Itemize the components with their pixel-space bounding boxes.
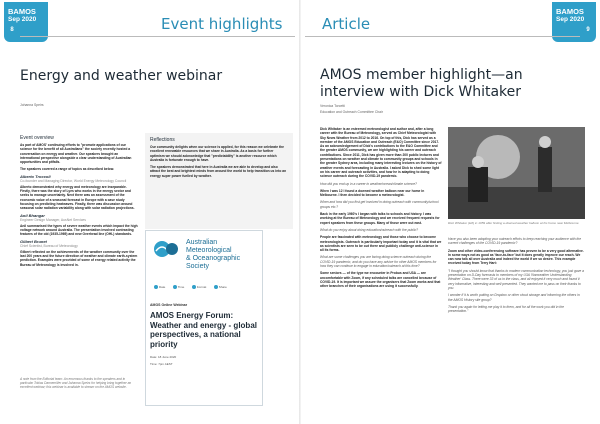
overview-heading: Event overview: [20, 135, 54, 141]
badge-title: BAMOS: [8, 7, 36, 16]
reflections-column: [150, 137, 288, 178]
editorial-note: A note from the Editorial team: An enormous thanks to the speakers and in particular Tobias Dannemiller and Johanna Speirs for helping bring together an excellent webinar; this webinar is available to stream on the AMOS website.: [20, 377, 132, 389]
header-rule-right: [305, 36, 580, 37]
ams-org-name: [186, 239, 240, 271]
right-article-column-1: [320, 127, 442, 292]
speaker-name: Gilbert Brunet: [20, 238, 47, 244]
speaker-text: Anil summarised the types of severe weather events which impact the high voltage network around Australia. The presentation involved contrasting features of the old (1935-1969) and new Overhead line (OHL) standards.: [20, 223, 138, 237]
speaker-name: Alberto Troccoli: [20, 173, 51, 179]
quote: Thank you again for letting me play it to them, and for all the work you did in the presentation.": [448, 304, 565, 314]
quote: I wonder if it is worth putting on Dropbox or other cloud storage and informing the others in the AMOS History site group?: [448, 293, 580, 302]
article-title-left: Energy and weather webinar: [20, 68, 223, 84]
answer: Zoom and other video-conferencing software has proven to be a very good alternative. In some ways not as good as 'face-to-face' but it does greatly improve our reach. We can now talk all over Australia and indeed the world if we so desire. This example received today from Terry Hart:: [448, 248, 584, 266]
webinar-date: Date: 18 June 2020: [150, 355, 177, 359]
reflections-text: Our community delights when our science is applied, for this reason we celebrate the excellent renewable resources that we share in Australia. As a basis for further optimism we should acknowledge that "predictability" is another resource which Australia is fortunate enough to have.: [150, 145, 284, 162]
speaker-role: Chief Scientist, Bureau of Meteorology: [20, 243, 78, 248]
question: What do you enjoy about doing education/outreach with the public?: [320, 227, 419, 232]
org-name-line: Australian: [186, 239, 218, 246]
org-name-line: Meteorological: [186, 247, 232, 254]
photo-caption: Dick Whitaker (left) in 1959 after finding a downed weather balloon at his home near Melbourne.: [448, 221, 580, 225]
quote: "I thought you should know that thanks to modern communication technology, you just gave a presentation on D-Day forecasts to members of my U3A 'Nonweather Understanding Weather' Class. There were 33 of us in the class, and all enjoyed it very much and found it very informative, interesting and well presented. They wanted me to pass on their thanks to you.: [448, 268, 584, 290]
reflections-text: The speakers demonstrated that here in Australia we are able to develop and also attract the best and brightest minds from around the world to help transition us into an energy super power fuelled by weather.: [150, 165, 287, 178]
page-number-right: 9: [582, 24, 594, 36]
badge-date: Sep 2020: [556, 16, 585, 23]
webinar-time: Time: 7pm AEST: [150, 362, 173, 366]
nav-item[interactable]: Share: [214, 285, 227, 289]
webinar-title: AMOS Energy Forum: Weather and energy - global perspectives, a national priority: [150, 311, 257, 349]
nav-item[interactable]: Time: [173, 285, 185, 289]
section-label-left: Event highlights: [161, 15, 283, 33]
answer: People are fascinated with meteorology and those who choose to become meteorologists. Outreach is particularly important today and it is vital that we as scientists are seen to be out there and publicly challenge anti-science in all its forms.: [320, 235, 442, 253]
article-author-role: Education and Outreach Committee Chair: [320, 110, 383, 114]
org-name-line: & Oceanographic: [186, 255, 241, 262]
ams-logo-icon: [152, 239, 182, 259]
speaker-text: Alberto demonstrated why energy and meteorology are inseparable. Firstly, there was the story of Lyes who works in the energy sector and seeks to manage uncertainty. Next there was an assessment of the economic value of a seasonal forecast in Europe with a case study focusing on predicting heatwaves. Finally, there was discussion around seasonal solar radiation variability along with solar radiation projections.: [20, 184, 135, 211]
page-number-left: 8: [6, 24, 18, 36]
nav-item[interactable]: Format: [192, 285, 207, 289]
article-title-right: AMOS member highlight—an interview with Dick Whitaker: [320, 67, 523, 100]
badge-title: BAMOS: [556, 7, 584, 16]
webinar-tag: AMOS Online Webinar: [150, 303, 188, 307]
ams-logo-bar: [146, 231, 262, 271]
left-article-column: [20, 135, 138, 270]
question: What are some challenges you are facing doing science outreach during the COVID-19 pandemic, and do you have any advice for other AMOS members for how they can continue to engage in education/outreach at this time?: [320, 255, 437, 269]
header-rule-left: [20, 36, 295, 37]
speaker-name: Anil Bhangar: [20, 212, 45, 218]
answer: When I was 12 I found a downed weather balloon near our home in Melbourne. I then decided to become a meteorologist.: [320, 188, 425, 198]
intro-text: Dick Whitaker is an esteemed meteorologist and author and, after a long career with the Bureau of Meteorology, served as Chief Meteorologist with Sky News Weather from 2012 to 2016. On top of this, Dick has served as a member of the AMOS Education and Outreach (E&O) Committee since 2017. As an acknowledgement of Dick's contributions to the E&O Committee and the greater AMOS community, we are highlighting his career and outreach contributions. Since 2011, Dick has given more than 200 public lectures and presentations on weather and climate to community groups and schools in the greater Sydney area, including many interesting lectures on the history of weather events and forecasting in Australia. I asked Dick to shed some light on his career and outreach activities, and how he is adapting to doing science outreach during the COVID-19 pandemic.: [320, 127, 442, 179]
article-author-left: Johanna Speirs: [20, 103, 44, 107]
speaker-text: Gilbert reflected on the achievements of the weather community over the last 200 years and the future direction of weather and climate earth-system prediction. Examples were provided of some of energy related activity the Bureau of Meteorology is involved in.: [20, 249, 138, 267]
answer: Back in the early 1960's I began with talks to schools and history. I was working at the Bureau of Meteorology and we received frequent requests for expert speakers from these groups. Many of those were out east.: [320, 212, 440, 225]
question: Have you also been adopting your outreach efforts to keep reaching your audience with the current challenges of the COVID-19 pandemic?: [448, 237, 582, 246]
page-spine: [299, 0, 301, 424]
speaker-role: Engineer Design Manager, AusNet Services: [20, 217, 86, 222]
org-name-line: Society: [186, 263, 209, 270]
dick-whitaker-photo: [448, 127, 585, 219]
badge-date: Sep 2020: [8, 16, 37, 23]
nav-item[interactable]: Date: [154, 285, 165, 289]
answer: Some seniors — of the type we encounter in Probus and U3A — are uncomfortable with Zoom, if any scheduled talks are cancelled because of COVID-19. It is important we assure the organisers that Zoom works and that other branches of their organisations are using it successfully.: [320, 271, 441, 289]
ams-card-nav: [154, 275, 254, 289]
question: How did you end up in a career in weather/ocean/climate science?: [320, 181, 417, 186]
overview-text: As part of AMOS' continuing efforts to "promote applications of our science for the benefit of all Australians" the society recently hosted a conversation on energy and weather. Our speakers brought an international perspective alongside a clear understanding of Australian opportunities and pitfalls.: [20, 143, 132, 165]
right-article-column-2: [448, 237, 585, 316]
reflections-heading: Reflections: [150, 137, 175, 143]
range-text: The speakers covered a range of topics as described below.: [20, 167, 115, 172]
speaker-role: Co-founder and Managing Director, World Energy Meteorology Council: [20, 179, 127, 184]
section-label-right: Article: [322, 15, 371, 33]
article-author-right: Veronica Torcetti: [320, 104, 346, 108]
reflections-box: [145, 133, 293, 229]
ams-webinar-card: [145, 230, 263, 406]
question: When and how did you first get involved in doing outreach with community/school groups etc.?: [320, 200, 439, 209]
photo-illustration: [448, 127, 585, 219]
